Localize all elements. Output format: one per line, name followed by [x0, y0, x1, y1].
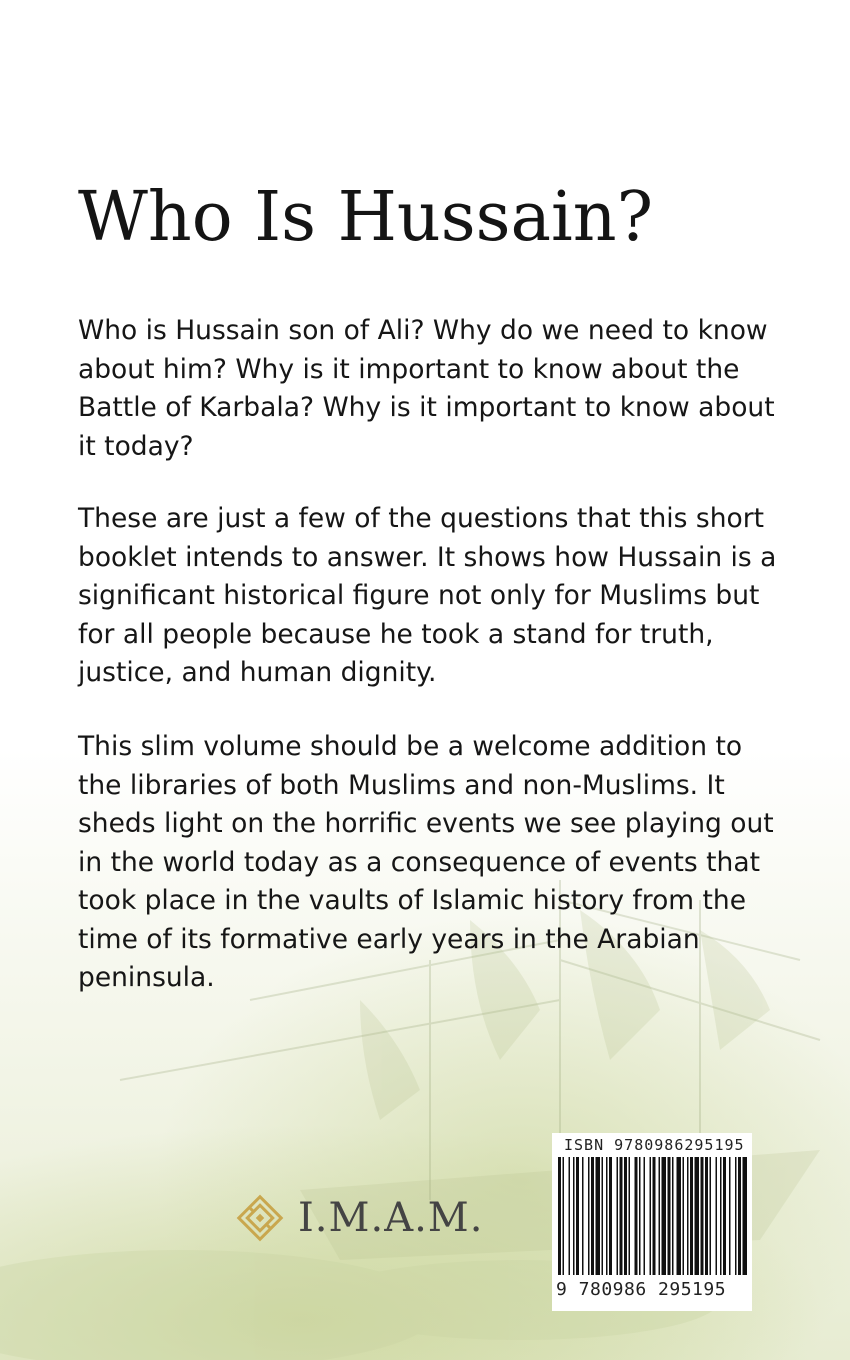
barcode	[558, 1157, 748, 1275]
description-paragraph-3: This slim volume should be a welcome addition to the libraries of both Muslims and non-Muslims. It sheds light on the horrific events we see playing out in the world today as a consequence of events that took place in the vaults of Islamic history from the time of its formative early years in the Arabian peninsula.	[78, 731, 774, 993]
barcode-digits: 9 780986 295195	[556, 1279, 727, 1300]
kufic-square-logo-icon	[236, 1194, 284, 1242]
book-title: Who Is Hussain?	[78, 178, 654, 257]
isbn-barcode-block	[552, 1133, 752, 1311]
description-paragraph-1: Who is Hussain son of Ali? Why do we need to know about him? Why is it important to know about the Battle of Karbala? Why is it important to know about it today?	[78, 315, 775, 462]
description-paragraph-2: These are just a few of the questions that this short booklet intends to answer. It shows how Hussain is a significant historical figure not only for Muslims but for all people because he took a stand for truth, justice, and human dignity.	[78, 503, 777, 688]
publisher-name: I.M.A.M.	[298, 1195, 484, 1241]
publisher-logo	[236, 1188, 483, 1248]
isbn-label: ISBN 9780986295195	[564, 1136, 745, 1154]
